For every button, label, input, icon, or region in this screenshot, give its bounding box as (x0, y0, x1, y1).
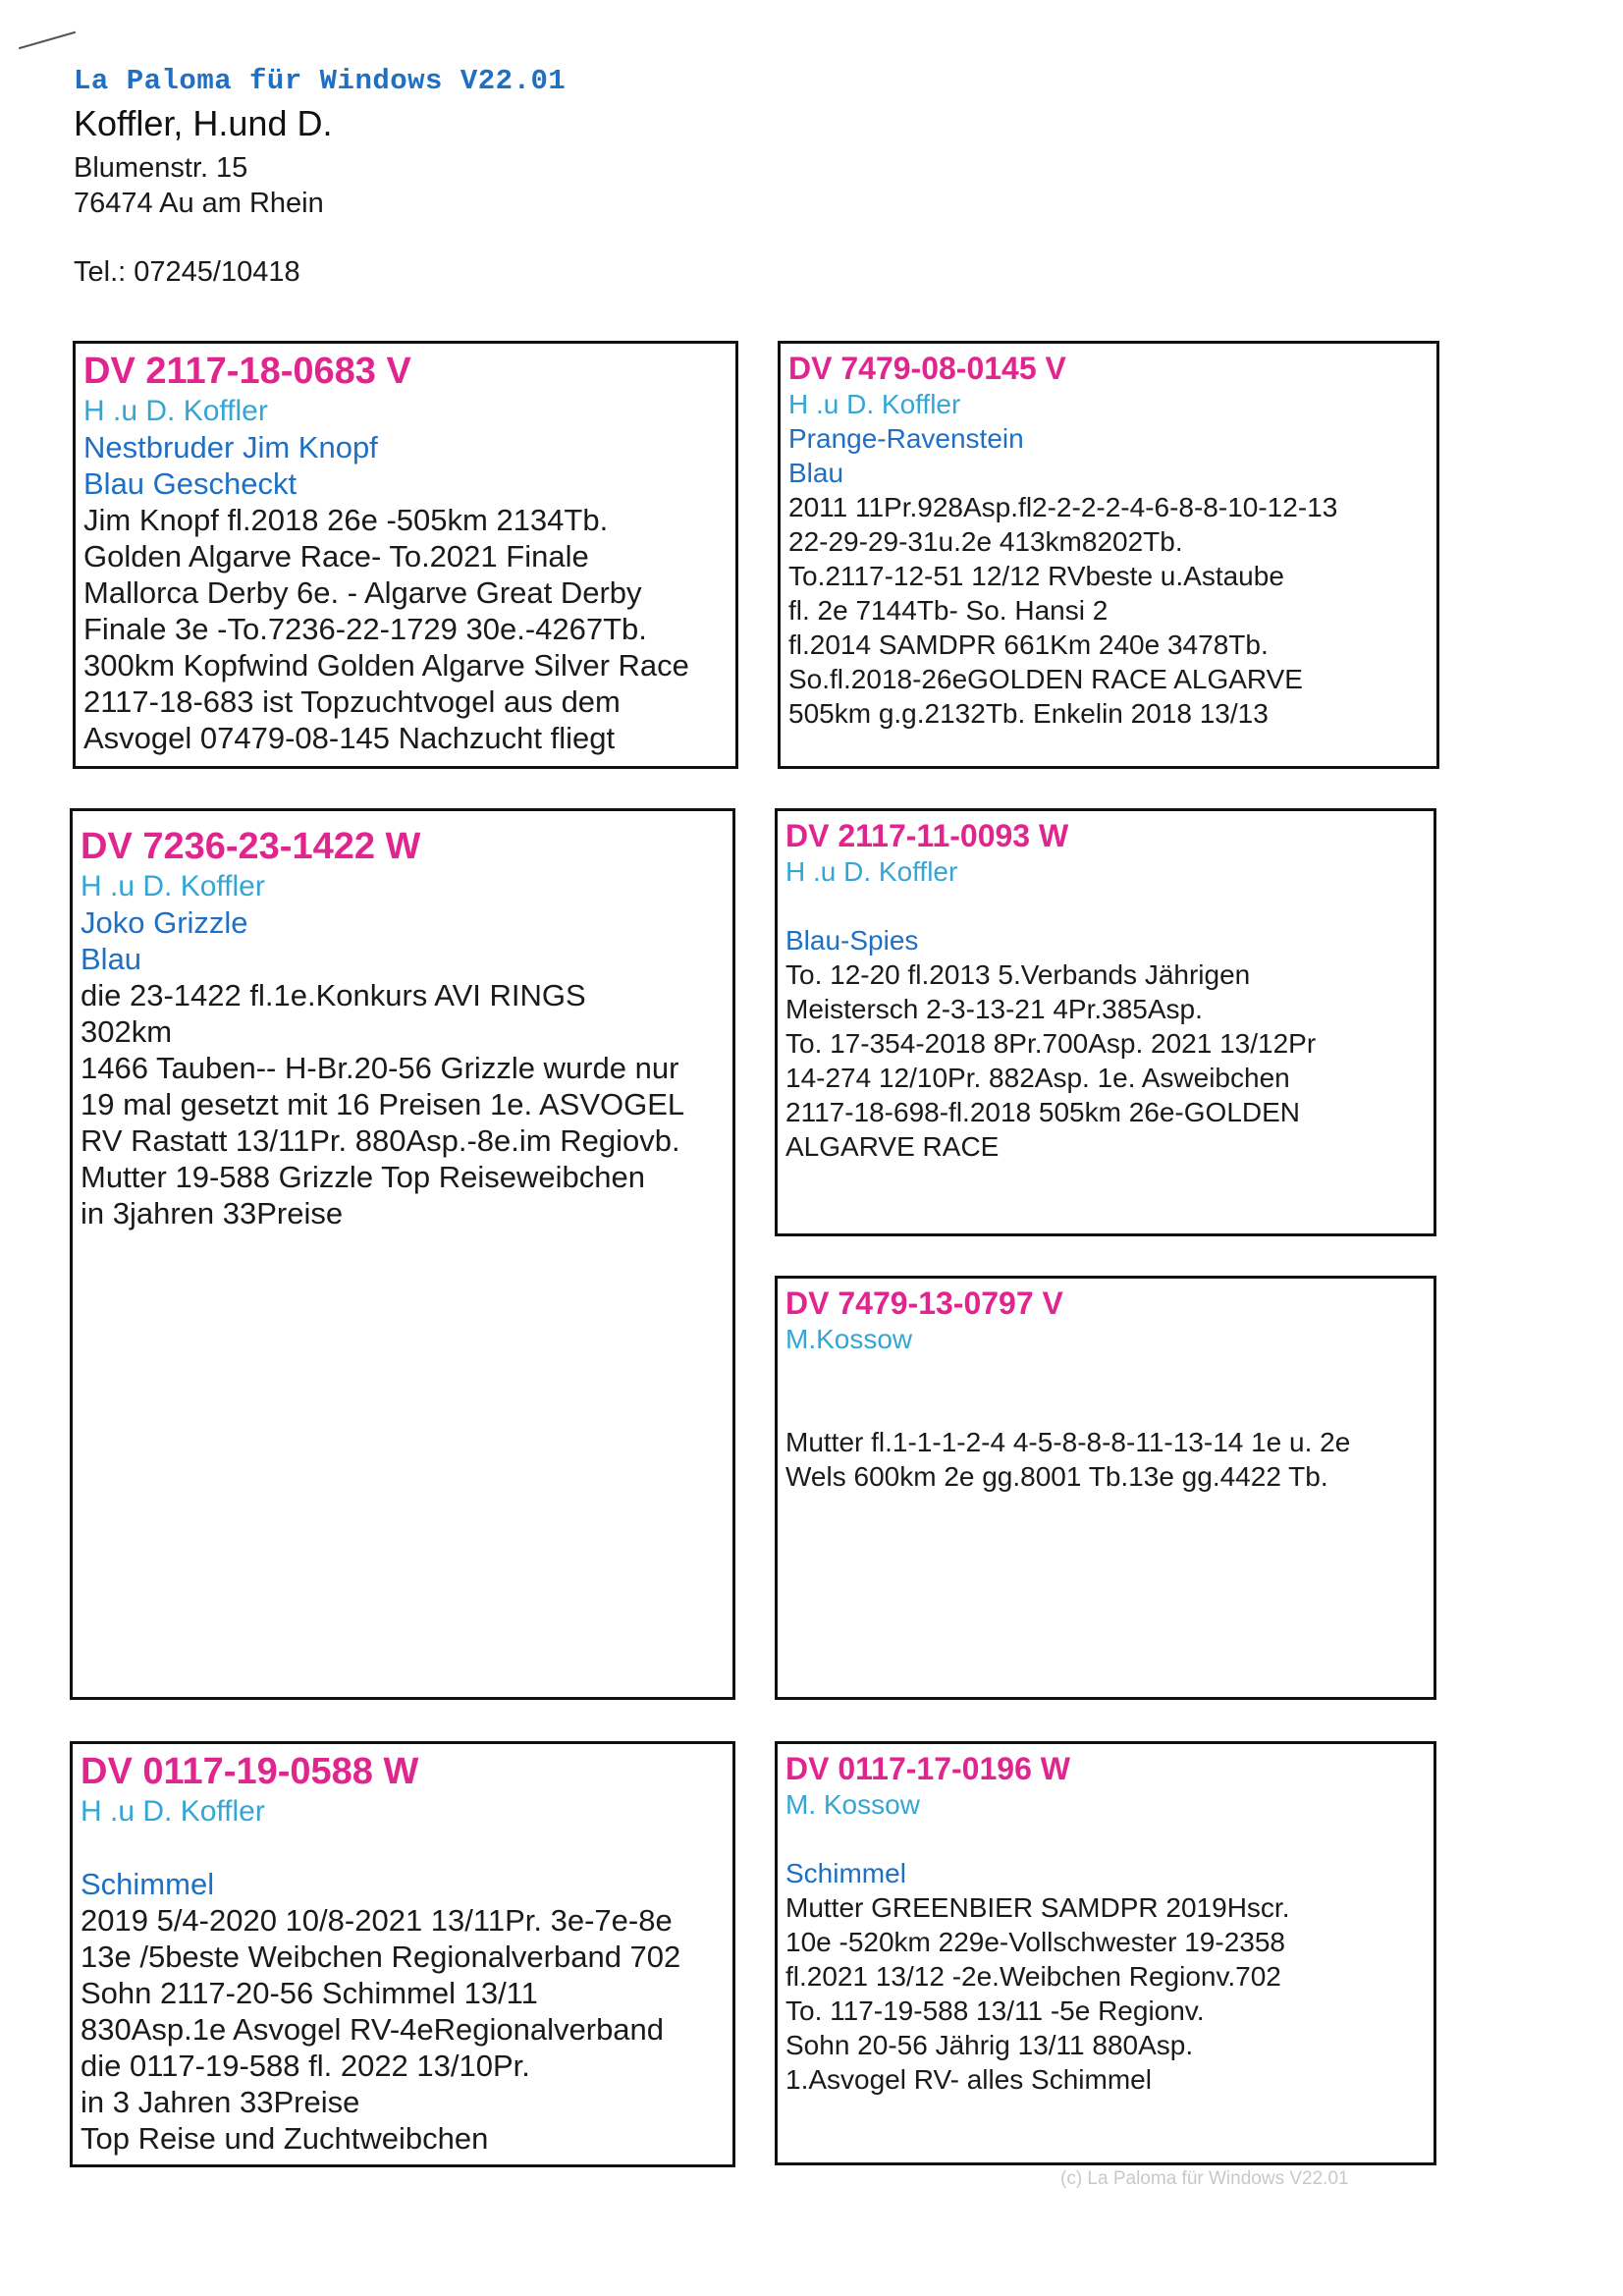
copyright-footer: (c) La Paloma für Windows V22.01 (1060, 2168, 1349, 2189)
breeder-name: H .u D. Koffler (785, 856, 958, 887)
owner-city: 76474 Au am Rhein (74, 188, 324, 219)
pedigree-card-subject (73, 341, 738, 769)
ring-number: DV 2117-11-0093 W (785, 818, 1069, 853)
performance-notes: To. 12-20 fl.2013 5.Verbands Jährigen Meistersch 2-3-13-21 4Pr.385Asp. To. 17-354-2018 8Pr.700Asp. 2021 13/12Pr 14-274 12/10Pr. 882Asp. 1e. Asweibchen 2117-18-698-fl.2018 505km 26e-GOLDEN ALGARVE RACE (785, 959, 1317, 1162)
pigeon-name: Nestbruder Jim Knopf (83, 430, 378, 465)
ring-number: DV 7236-23-1422 W (81, 826, 421, 867)
ring-number: DV 7479-13-0797 V (785, 1285, 1063, 1321)
pigeon-color: Schimmel (81, 1867, 215, 1901)
performance-notes: Mutter GREENBIER SAMDPR 2019Hscr. 10e -520km 229e-Vollschwester 19-2358 fl.2021 13/12 -2e.Weibchen Regionv.702 To. 117-19-588 13/11 -5e Regionv. Sohn 20-56 Jährig 13/11 880Asp. 1.Asvogel RV- alles Schimmel (785, 1892, 1290, 2095)
ring-number: DV 2117-18-0683 V (83, 351, 411, 392)
pigeon-color: Schimmel (785, 1858, 906, 1888)
performance-notes: Jim Knopf fl.2018 26e -505km 2134Tb. Golden Algarve Race- To.2021 Finale Mallorca Derby 6e. - Algarve Great Derby Finale 3e -To.7236-22-1729 30e.-4267Tb. 300km Kopfwind Golden Algarve Silver Race 2117-18-683 ist Topzuchtvogel aus dem Asvogel 07479-08-145 Nachzucht fliegt (83, 503, 689, 755)
owner-telephone: Tel.: 07245/10418 (74, 256, 300, 288)
pigeon-color: Blau (81, 942, 142, 976)
performance-notes: 2019 5/4-2020 10/8-2021 13/11Pr. 3e-7e-8e 13e /5beste Weibchen Regionalverband 702 Sohn 2117-20-56 Schimmel 13/11 830Asp.1e Asvogel RV-4eRegionalverband die 0117-19-588 fl. 2022 13/10Pr. in 3 Jahren 33Preise Top Reise und Zuchtweibchen (81, 1903, 681, 2156)
program-title: La Paloma für Windows V22.01 (74, 65, 567, 97)
empty-name-line (785, 1822, 1426, 1856)
pigeon-color: Blau (788, 458, 844, 488)
breeder-name: M. Kossow (785, 1789, 920, 1820)
pedigree-card-grandfather-maternal (775, 1276, 1436, 1700)
empty-name-line (785, 889, 1426, 923)
pedigree-card-female-1 (70, 1741, 735, 2167)
performance-notes: Mutter fl.1-1-1-2-4 4-5-8-8-8-11-13-14 1e u. 2e Wels 600km 2e gg.8001 Tb.13e gg.4422 Tb. (785, 1427, 1351, 1492)
pigeon-color: Blau Gescheckt (83, 466, 298, 501)
breeder-name: H .u D. Koffler (83, 395, 268, 427)
ring-number: DV 0117-17-0196 W (785, 1751, 1070, 1786)
pedigree-card-grandmother-paternal (775, 808, 1436, 1236)
pedigree-card-father (778, 341, 1439, 769)
owner-name: Koffler, H.und D. (74, 103, 333, 143)
empty-name-line (81, 1830, 725, 1866)
scan-mark (19, 31, 76, 49)
pigeon-name: Joko Grizzle (81, 905, 248, 940)
empty-name-line (785, 1356, 1426, 1391)
pigeon-name: Prange-Ravenstein (788, 423, 1024, 454)
pigeon-color: Blau-Spies (785, 925, 919, 956)
performance-notes: 2011 11Pr.928Asp.fl2-2-2-2-4-6-8-8-10-12-13 22-29-29-31u.2e 413km8202Tb. To.2117-12-51 12/12 RVbeste u.Astaube fl. 2e 7144Tb- So. Hansi 2 fl.2014 SAMDPR 661Km 240e 3478Tb. So.fl.2018-26eGOLDEN RACE ALGARVE 505km g.g.2132Tb. Enkelin 2018 13/13 (788, 492, 1338, 729)
breeder-name: H .u D. Koffler (788, 389, 961, 419)
ring-number: DV 0117-19-0588 W (81, 1751, 419, 1792)
performance-notes: die 23-1422 fl.1e.Konkurs AVI RINGS 302km 1466 Tauben-- H-Br.20-56 Grizzle wurde nur 19 mal gesetzt mit 16 Preisen 1e. ASVOGEL RV Rastatt 13/11Pr. 880Asp.-8e.im Regiovb. Mutter 19-588 Grizzle Top Reiseweibchen in 3jahren 33Preise (81, 978, 685, 1230)
owner-street: Blumenstr. 15 (74, 152, 248, 184)
ring-number: DV 7479-08-0145 V (788, 351, 1066, 386)
pedigree-card-mother (70, 808, 735, 1700)
breeder-name: M.Kossow (785, 1324, 913, 1354)
pedigree-card-female-2 (775, 1741, 1436, 2165)
document-header (74, 65, 566, 290)
breeder-name: H .u D. Koffler (81, 1795, 265, 1828)
breeder-name: H .u D. Koffler (81, 870, 265, 902)
empty-color-line (785, 1391, 1426, 1425)
